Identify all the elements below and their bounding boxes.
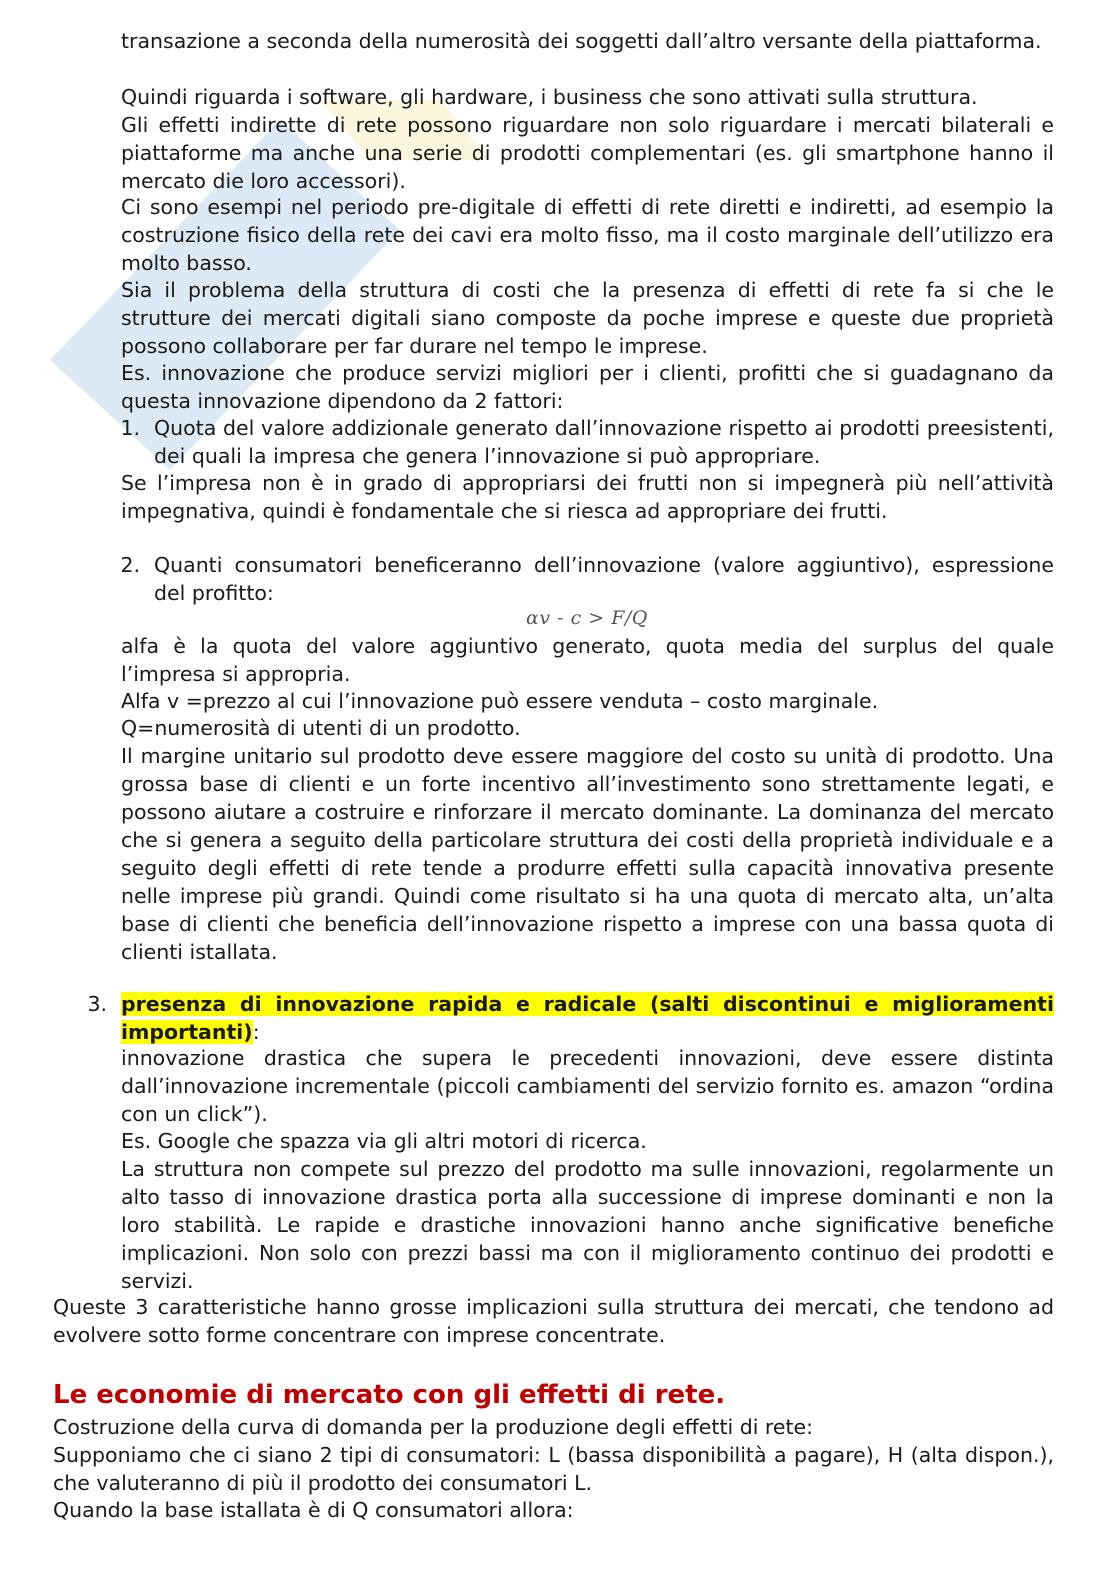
list-number: 1.	[120, 416, 140, 440]
list-number: 3.	[87, 992, 107, 1016]
paragraph: Q=numerosità di utenti di un prodotto.	[121, 716, 521, 740]
paragraph: Es. innovazione che produce servizi migliori per i clienti, profitti che si guadagnano da questa innovazione dipendono da 2 fattori:	[121, 361, 1054, 413]
paragraph: Costruzione della curva di domanda per la produzione degli effetti di rete:	[53, 1415, 814, 1439]
paragraph: Gli effetti indirette di rete possono riguardare non solo riguardare i mercati bilaterali e piattaforme ma anche una serie di prodotti complementari (es. gli smartphone hanno il mercato die loro accessori).	[121, 113, 1054, 193]
paragraph: La struttura non compete sul prezzo del prodotto ma sulle innovazioni, regolarmente un alto tasso di innovazione drastica porta alla successione di imprese dominanti e non la loro stabilità. Le rapide e drastiche innovazioni hanno anche significative benefiche implicazioni. Non solo con prezzi bassi ma con il miglioramento continuo dei prodotti e servizi.	[121, 1157, 1054, 1293]
highlighted-text: presenza di innovazione rapida e radicale (salti discontinui e miglioramenti importanti)	[121, 992, 1054, 1044]
paragraph: alfa è la quota del valore aggiuntivo generato, quota media del surplus del quale l’impresa si appropria.	[121, 634, 1054, 686]
list-item: Quota del valore addizionale generato dall’innovazione rispetto ai prodotti preesistenti, dei quali la impresa che genera l’innovazione si può appropriare.	[154, 416, 1054, 468]
paragraph: Queste 3 caratteristiche hanno grosse implicazioni sulla struttura dei mercati, che tendono ad evolvere sotto forme concentrare con imprese concentrate.	[53, 1295, 1054, 1347]
profit-formula: αv - c > F/Q	[526, 607, 648, 629]
paragraph: Se l’impresa non è in grado di appropriarsi dei frutti non si impegnerà più nell’attività impegnativa, quindi è fondamentale che si riesca ad appropriare dei frutti.	[121, 471, 1054, 523]
paragraph: Es. Google che spazza via gli altri motori di ricerca.	[121, 1129, 647, 1153]
paragraph: Ci sono esempi nel periodo pre-digitale di effetti di rete diretti e indiretti, ad esempio la costruzione fisico della rete dei cavi era molto fisso, ma il costo marginale dell’utilizzo era molto basso.	[121, 195, 1054, 275]
paragraph: Il margine unitario sul prodotto deve essere maggiore del costo su unità di prodotto. Una grossa base di clienti e un forte incentivo all’investimento sono strettamente legati, e possono aiutare a costruire e rinforzare il mercato dominante. La dominanza del mercato che si genera a seguito della particolare struttura dei costi della proprietà individuale e a seguito degli effetti di rete tende a produrre effetti sulla capacità innovativa presente nelle imprese più grandi. Quindi come risultato si ha una quota di mercato alta, un’alta base di clienti che beneficia dell’innovazione rispetto a imprese con una bassa quota di clienti istallata.	[121, 744, 1054, 964]
colon: :	[252, 1020, 260, 1044]
paragraph: Supponiamo che ci siano 2 tipi di consumatori: L (bassa disponibilità a pagare), H (alta dispon.), che valuteranno di più il prodotto dei consumatori L.	[53, 1443, 1054, 1495]
paragraph: Sia il problema della struttura di costi che la presenza di effetti di rete fa si che le strutture dei mercati digitali siano composte da poche imprese e queste due proprietà possono collaborare per far durare nel tempo le imprese.	[121, 278, 1054, 358]
list-item: Quanti consumatori beneficeranno dell’innovazione (valore aggiuntivo), espressione del profitto:	[154, 553, 1054, 605]
list-number: 2.	[120, 553, 140, 577]
list-item-title	[121, 990, 1054, 1046]
paragraph: innovazione drastica che supera le precedenti innovazioni, deve essere distinta dall’innovazione incrementale (piccoli cambiamenti del servizio fornito es. amazon “ordina con un click”).	[121, 1046, 1054, 1126]
paragraph: Alfa v =prezzo al cui l’innovazione può essere venduta – costo marginale.	[121, 689, 879, 713]
paragraph: transazione a seconda della numerosità dei soggetti dall’altro versante della piattaforma.	[121, 29, 1042, 53]
paragraph: Quando la base istallata è di Q consumatori allora:	[53, 1498, 574, 1522]
section-heading: Le economie di mercato con gli effetti di rete.	[53, 1380, 726, 1410]
paragraph: Quindi riguarda i software, gli hardware, i business che sono attivati sulla struttura.	[121, 85, 978, 109]
